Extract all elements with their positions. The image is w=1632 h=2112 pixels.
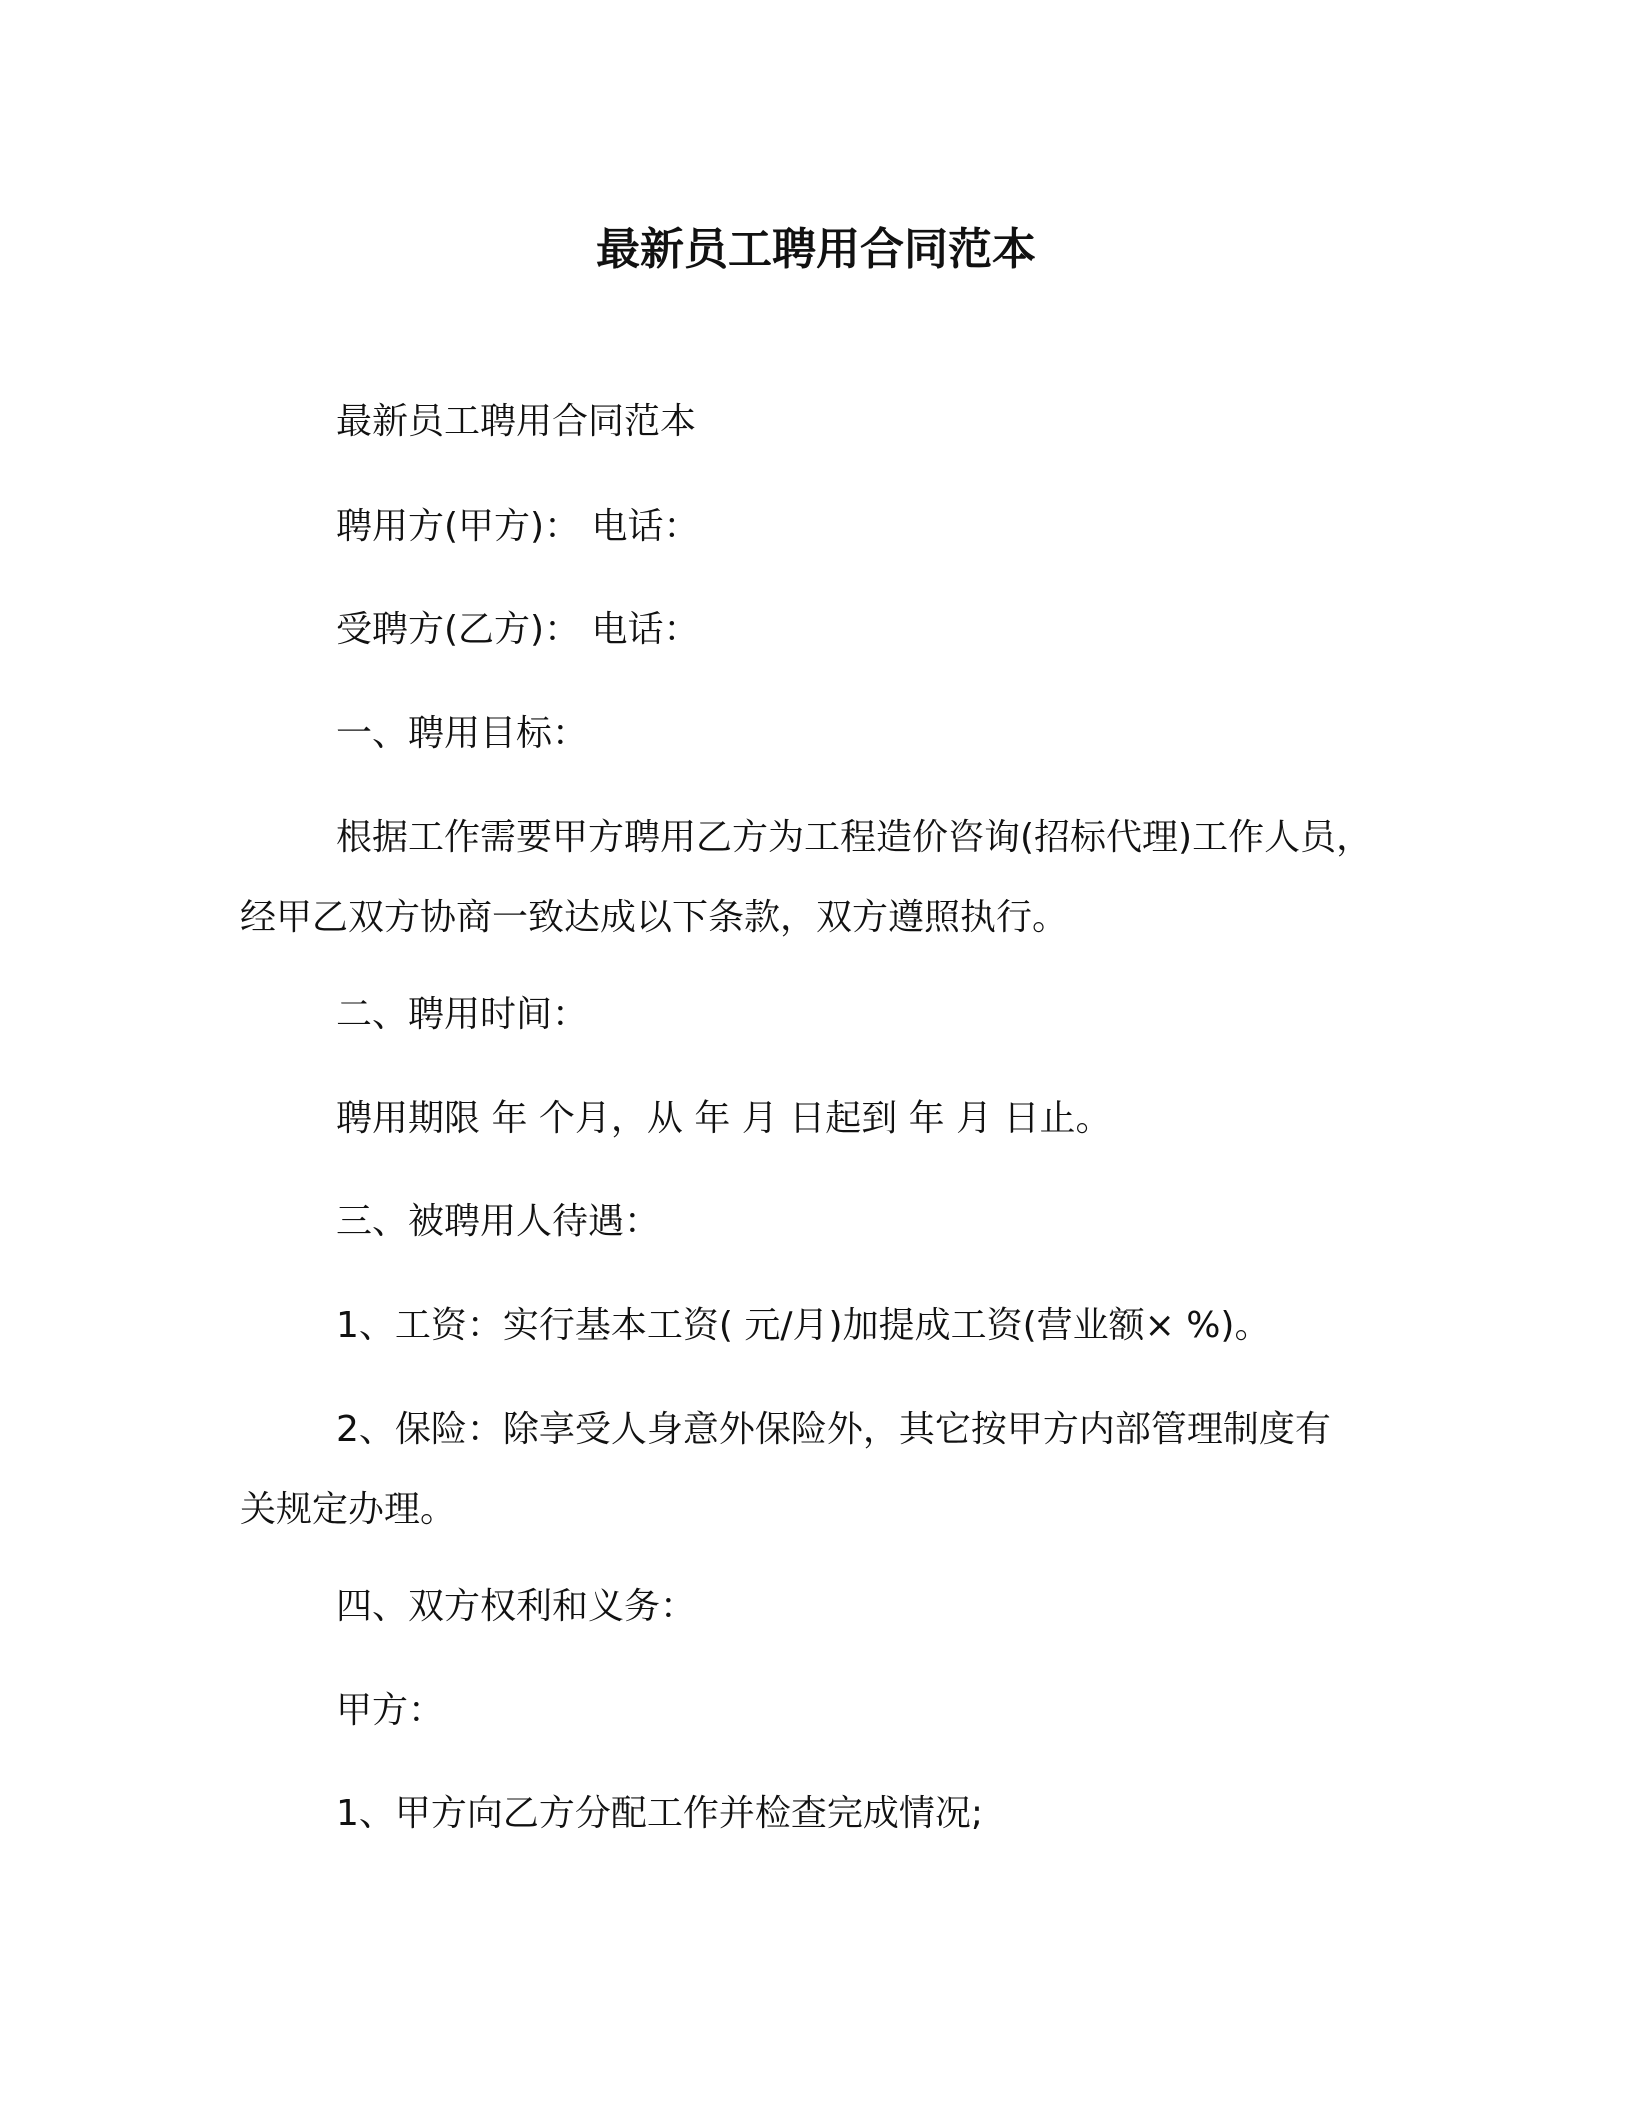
paragraph-text: 四、双方权利和义务：	[336, 1586, 697, 1627]
paragraph-line-2: 关规定办理。	[240, 1489, 457, 1530]
paragraph-text: 1、工资：实行基本工资( 元/月)加提成工资(营业额× %)。	[336, 1305, 1271, 1346]
paragraph-line-2: 经甲乙双方协商一致达成以下条款，双方遵照执行。	[240, 897, 1069, 938]
paragraph-term	[240, 1079, 1400, 1159]
paragraph-text: 聘用期限 年 个月，从 年 月 日起到 年 月 日止。	[336, 1098, 1112, 1139]
paragraph-text: 聘用方(甲方)： 电话：	[336, 506, 700, 547]
paragraph-line-1: 2、保险：除享受人身意外保险外，其它按甲方内部管理制度有	[336, 1409, 1331, 1450]
paragraph-text: 甲方：	[336, 1690, 445, 1731]
paragraph-party-a	[240, 1671, 1400, 1751]
paragraph-insurance	[240, 1390, 1400, 1550]
paragraph-employer	[240, 487, 1400, 567]
paragraph-text: 1、甲方向乙方分配工作并检查完成情况;	[336, 1793, 984, 1834]
section-heading-4	[240, 1567, 1400, 1647]
paragraph-text: 受聘方(乙方)： 电话：	[336, 609, 700, 650]
paragraph-line-1: 根据工作需要甲方聘用乙方为工程造价咨询(招标代理)工作人员，	[336, 817, 1373, 858]
paragraph-text: 最新员工聘用合同范本	[336, 401, 697, 442]
paragraph-text: 三、被聘用人待遇：	[336, 1201, 661, 1242]
paragraph-employee	[240, 590, 1400, 670]
section-heading-2	[240, 975, 1400, 1055]
paragraph-purpose	[240, 798, 1400, 958]
paragraph-salary	[240, 1286, 1400, 1366]
paragraph-subtitle	[240, 382, 1400, 462]
document-title: 最新员工聘用合同范本	[596, 224, 1036, 275]
paragraph-text: 二、聘用时间：	[336, 994, 589, 1035]
paragraph-text: 一、聘用目标：	[336, 713, 589, 754]
section-heading-3	[240, 1182, 1400, 1262]
section-heading-1	[240, 694, 1400, 774]
paragraph-duty-1	[240, 1774, 1400, 1854]
